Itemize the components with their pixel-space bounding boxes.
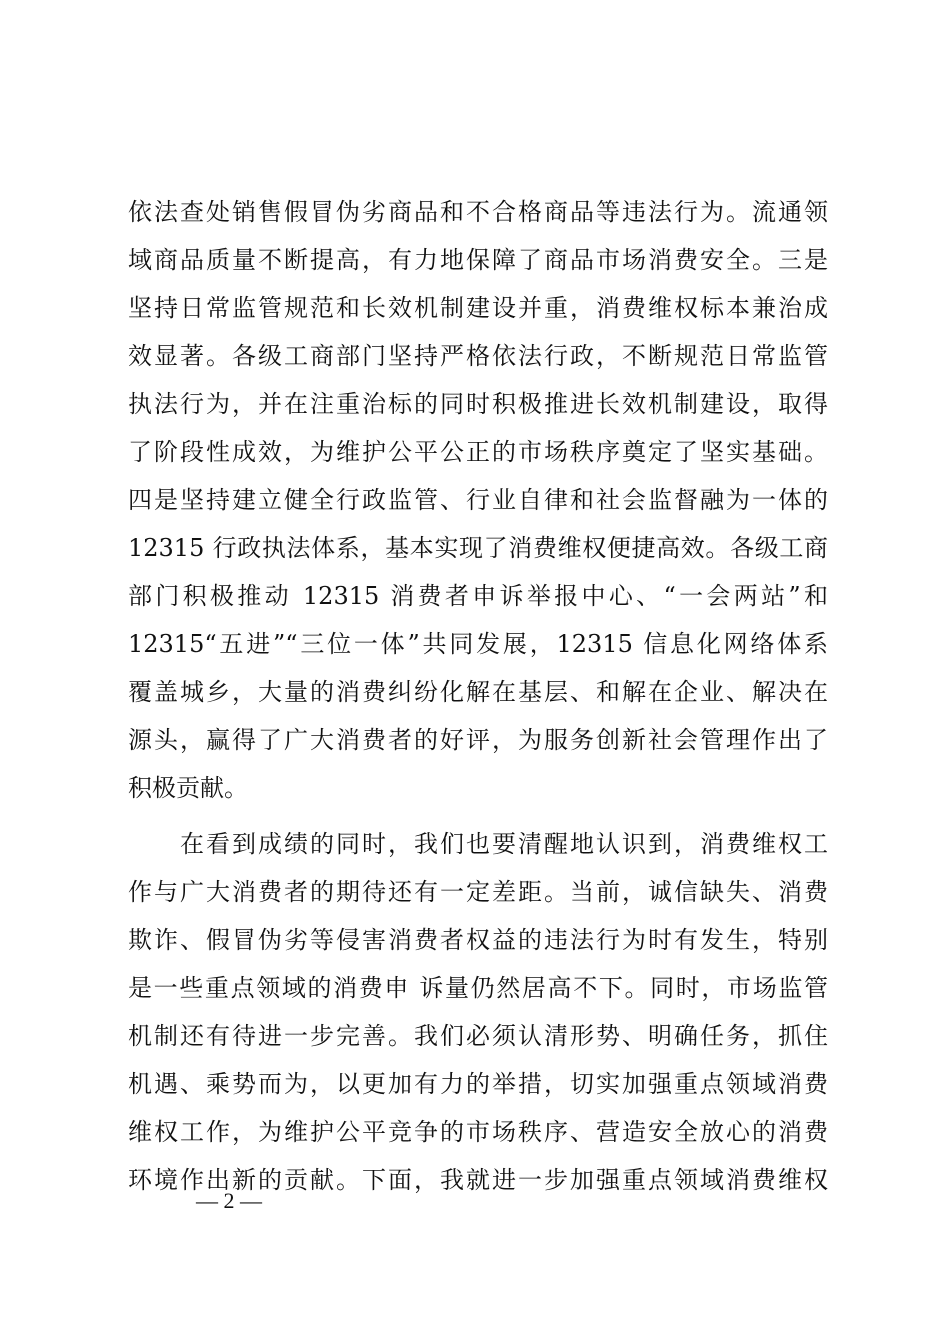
paragraph-2 [128,820,828,1204]
text-line: 了阶段性成效，为维护公平公正的市场秩序奠定了坚实基础。 [128,438,828,466]
text-line: 是一些重点领域的消费申 诉量仍然居高不下。同时，市场监管 [128,974,828,1002]
text-line: 机制还有待进一步完善。我们必须认清形势、明确任务，抓住 [128,1022,828,1050]
text-line: 12315 行政执法体系，基本实现了消费维权便捷高效。各级工商 [128,534,828,562]
text-line: 欺诈、假冒伪劣等侵害消费者权益的违法行为时有发生，特别 [128,926,828,954]
text-line: 执法行为，并在注重治标的同时积极推进长效机制建设，取得 [128,390,828,418]
text-line: 环境作出新的贡献。下面，我就进一步加强重点领域消费维权 [128,1166,828,1194]
text-line: 依法查处销售假冒伪劣商品和不合格商品等违法行为。流通领 [128,198,828,226]
text-line: 四是坚持建立健全行政监管、行业自律和社会监督融为一体的 [128,486,828,514]
text-line: 坚持日常监管规范和长效机制建设并重，消费维权标本兼治成 [128,294,828,322]
text-line: 机遇、乘势而为，以更加有力的举措，切实加强重点领域消费 [128,1070,828,1098]
text-line: 积极贡献。 [128,774,248,802]
text-line: 部门积极推动 12315 消费者申诉举报中心、“一会两站”和 [128,582,828,610]
text-line: 覆盖城乡，大量的消费纠纷化解在基层、和解在企业、解决在 [128,678,828,706]
text-line: 维权工作，为维护公平竞争的市场秩序、营造安全放心的消费 [128,1118,828,1146]
text-line: 效显著。各级工商部门坚持严格依法行政，不断规范日常监管 [128,342,828,370]
text-line: 作与广大消费者的期待还有一定差距。当前，诚信缺失、消费 [128,878,828,906]
paragraph-spacer [128,812,828,820]
text-line: 12315“五进”“三位一体”共同发展，12315 信息化网络体系 [128,630,828,658]
paragraph-1 [128,188,828,812]
page-number: — 2 — [196,1188,262,1213]
text-line: 域商品质量不断提高，有力地保障了商品市场消费安全。三是 [128,246,828,274]
body-text [128,188,828,1204]
text-line: 在看到成绩的同时，我们也要清醒地认识到，消费维权工 [128,830,828,858]
text-line: 源头，赢得了广大消费者的好评，为服务创新社会管理作出了 [128,726,828,754]
